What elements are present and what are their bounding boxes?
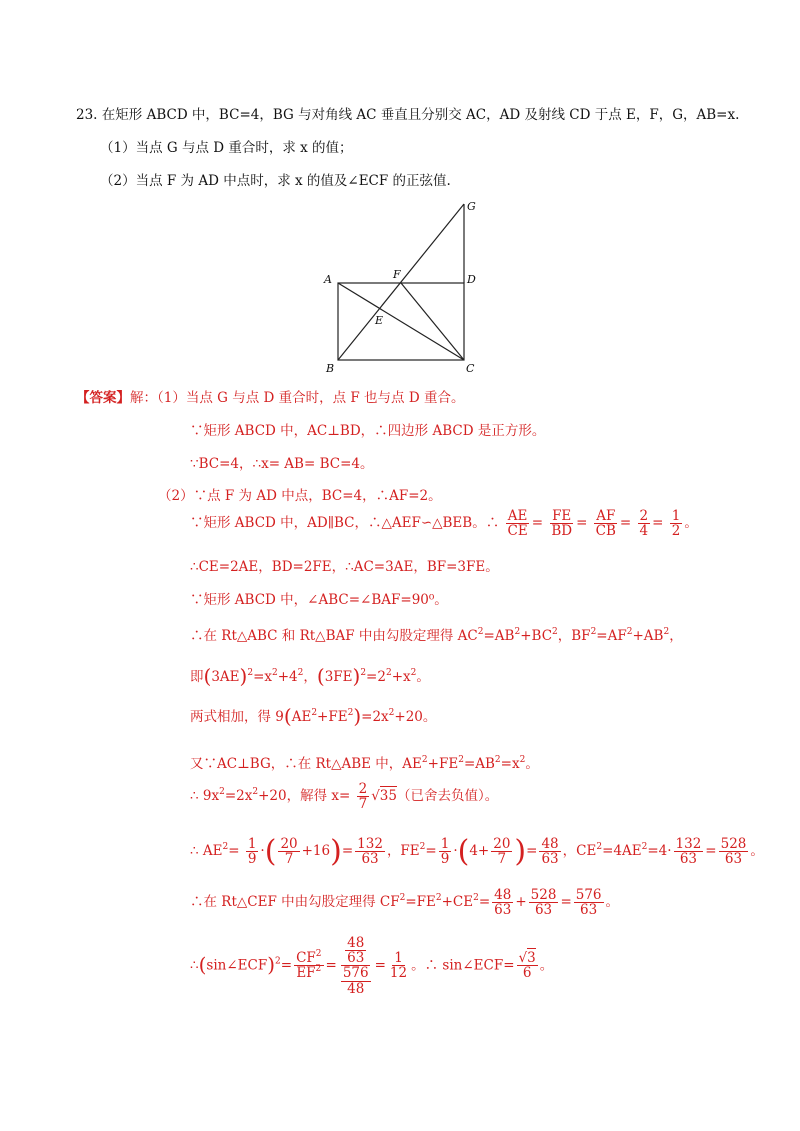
answer-line-1: 【答案】解：（1）当点 G 与点 D 重合时，点 F 也与点 D 重合。 — [76, 390, 465, 406]
label-b: B — [326, 362, 335, 375]
answer-line-11: 又∵AC⊥BG，∴在 Rt△ABE 中，$AE^2+FE^2=AB^2=x^2$。 — [190, 755, 539, 772]
answer-line-14: ∴在 Rt△CEF 中由勾股定理得 $CF^2=FE^2+CE^2=$ $\frac{48}{63}$ + $\frac{528}{63}$ = $\frac{576}{63}$ 。 — [190, 887, 620, 919]
answer-tag: 【答案】 — [76, 390, 130, 406]
answer-line-4: （2）∵点 F 为 AD 中点，BC=4，∴AF=2。 — [158, 488, 442, 504]
geometry-figure — [320, 190, 500, 375]
diagonal-ac — [338, 283, 464, 360]
answer-line-10: 两式相加，得 $9(AE^2+FE^2)=2x^2+20$。 — [190, 704, 437, 728]
answer-line-7: ∵矩形 ABCD 中，∠ABC=∠BAF=90⁰。 — [190, 592, 448, 608]
answer-line-8: ∴在 Rt△ABC 和 Rt△BAF 中由勾股定理得 $AC^2=AB^2+BC^2$，$BF^2=AF^2+AB^2$， — [190, 627, 683, 644]
label-e: E — [375, 314, 384, 327]
answer-line-15: ∴(sin∠ECF)$^2$= $\frac{CF^2}{EF^2}$ = $\frac{\frac{48}{63}}{\frac{576}{48}}$ = $\frac{1}{12}$ 。∴ sin∠ECF= $\frac{√3}{6}$ 。 — [190, 935, 554, 997]
label-c: C — [466, 362, 475, 375]
problem-part-2: （2）当点 F 为 AD 中点时，求 x 的值及∠ECF 的正弦值. — [100, 173, 451, 189]
segment-fc — [401, 283, 464, 360]
answer-line-6: ∴CE=2AE，BD=2FE，∴AC=3AE，BF=3FE。 — [190, 559, 499, 575]
problem-number: 23. — [76, 107, 98, 123]
answer-line-5: ∵矩形 ABCD 中，AD∥BC，∴△AEF∽△BEB。∴ $\frac{AE}{CE}$ = $\frac{FE}{BD}$ = $\frac{AF}{CB}$ = $\frac{2}{4}$ = $\frac{1}{2}$ 。 — [190, 508, 698, 540]
problem-text: 在矩形 ABCD 中，BC=4，BG 与对角线 AC 垂直且分别交 AC，AD 及射线 CD 于点 E，F，G，AB=x. — [101, 107, 740, 123]
problem-statement — [76, 103, 739, 123]
answer-line-12: ∴ $9x^2=2x^2+20$，解得 x= $\frac{2}{7}$ √35（已舍去负值）。 — [190, 781, 499, 813]
answer-line-9: 即$(3AE)^2=x^2+4^2$，$(3FE)^2=2^2+x^2$。 — [190, 664, 430, 688]
label-a: A — [324, 273, 332, 286]
problem-part-1: （1）当点 G 与点 D 重合时，求 x 的值； — [100, 140, 353, 156]
label-d: D — [467, 273, 476, 286]
label-f: F — [393, 268, 401, 281]
answer-line-13: ∴ $AE^2=$ $\frac{1}{9}$ ·( $\frac{20}{7}$ +16)= $\frac{132}{63}$ ，$FE^2=$ $\frac{1}{9}$ ·(4+ $\frac{20}{7}$ )= $\frac{48}{63}$ ，$CE^2=4AE^2=4\cdot$ $\frac{132}{63}$ = $\frac{528}{63}$ 。 — [190, 834, 764, 869]
label-g: G — [467, 200, 476, 213]
answer-line-2: ∵矩形 ABCD 中，AC⊥BD，∴四边形 ABCD 是正方形。 — [190, 423, 546, 439]
answer-line-3: ∵BC=4，∴x= AB= BC=4。 — [190, 456, 374, 472]
